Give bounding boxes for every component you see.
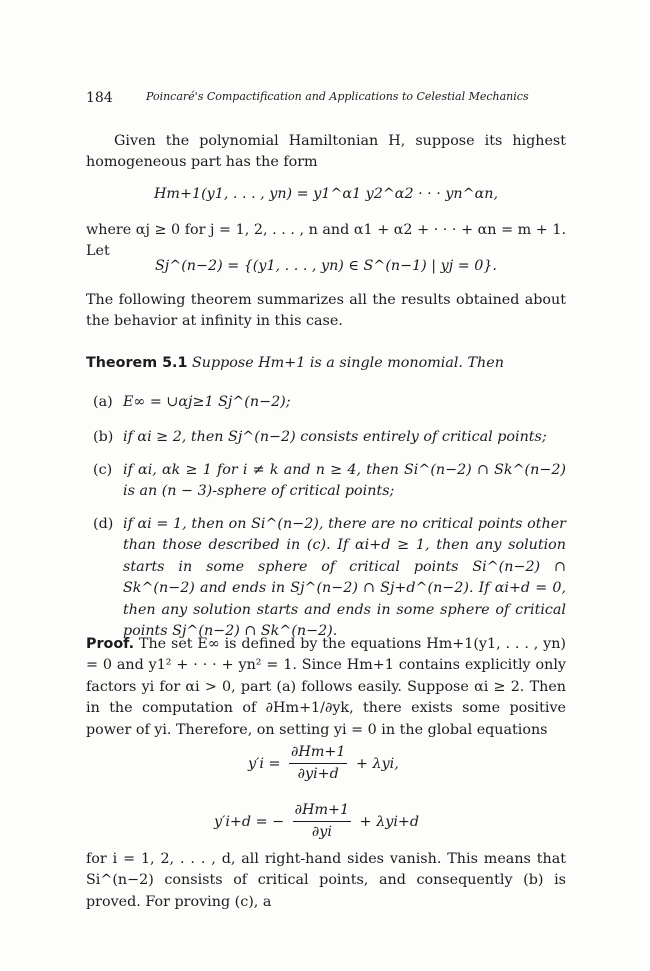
- theorem-item-b: [93, 427, 566, 448]
- where-text: where αj ≥ 0 for j = 1, 2, . . . , n and α1 + α2 + · · · + αn = m + 1. Let: [86, 222, 566, 260]
- eq1-denominator: ∂yi+d: [297, 766, 339, 783]
- summary-text: The following theorem summarizes all the results obtained about the behavior at infinity in this case.: [86, 292, 566, 330]
- equation-global-1: [248, 742, 399, 786]
- equation-global-2: [214, 800, 419, 844]
- proof-paragraph: [86, 634, 566, 741]
- eq2-denominator: ∂yi: [311, 824, 332, 841]
- item-text: if αi = 1, then on Si^(n−2), there are no critical points other than those described in (c). If αi+d ≥ 1, then any solution starts in some sphere of critical points Si^(n−2) ∩ Sk^(n−2) and ends in Sj^(n−2) ∩ Sj+d^(n−2). If αi+d = 0, then any solution starts and ends in some sphere of critical points Sj^(n−2) ∩ Sk^(n−2).: [123, 516, 566, 640]
- eq2-rhs: + λyi+d: [359, 813, 420, 830]
- page-number: 184: [86, 90, 113, 106]
- eq1-rhs: + λyi,: [356, 755, 399, 772]
- eq1-numerator: ∂Hm+1: [289, 742, 348, 764]
- closing-text: for i = 1, 2, . . . , d, all right-hand sides vanish. This means that Si^(n−2) consists of critical points, and consequently (b) is proved. For proving (c), a: [86, 851, 566, 910]
- proof-text: The set E∞ is defined by the equations Hm+1(y1, . . . , yn) = 0 and y1² + · · · + yn² = 1. Since Hm+1 contains explicitly only factors yi for αi > 0, part (a) follows easily. Suppose αi ≥ 2. Then in the computation of ∂Hm+1/∂yk, there exists some positive power of yi. Therefore, on setting yi = 0 in the global equations: [86, 636, 567, 738]
- theorem-item-d: [93, 514, 566, 643]
- item-text: if αi ≥ 2, then Sj^(n−2) consists entirely of critical points;: [123, 429, 547, 445]
- eq1-lhs: y′i =: [248, 755, 281, 772]
- theorem-item-c: [93, 460, 566, 503]
- page-header: [86, 88, 566, 109]
- eq2-numerator: ∂Hm+1: [293, 800, 352, 822]
- theorem-statement: [86, 353, 566, 374]
- theorem-item-a: [93, 392, 566, 413]
- closing-paragraph: [86, 849, 566, 913]
- equation-sphere: Sj^(n−2) = {(y1, . . . , yn) ∈ S^(n−1) | yj = 0}.: [155, 258, 497, 274]
- item-text: E∞ = ∪αj≥1 Sj^(n−2);: [123, 394, 291, 410]
- item-label: (a): [93, 394, 113, 410]
- running-title: Poincaré's Compactification and Applications to Celestial Mechanics: [146, 90, 529, 103]
- item-label: (b): [93, 429, 114, 445]
- item-label: (c): [93, 462, 113, 478]
- item-text: if αi, αk ≥ 1 for i ≠ k and n ≥ 4, then Si^(n−2) ∩ Sk^(n−2) is an (n − 3)-sphere of critical points;: [123, 462, 566, 500]
- item-label: (d): [93, 516, 114, 532]
- eq2-lhs: y′i+d = −: [214, 813, 285, 830]
- intro-text: Given the polynomial Hamiltonian H, suppose its highest homogeneous part has the form: [86, 133, 566, 171]
- theorem-label: Theorem 5.1: [86, 355, 188, 371]
- proof-label: Proof.: [86, 636, 135, 652]
- equation-hamiltonian: Hm+1(y1, . . . , yn) = y1^α1 y2^α2 · · · yn^αn,: [153, 186, 499, 202]
- summary-paragraph: [86, 290, 566, 333]
- intro-paragraph: [86, 131, 566, 174]
- eq2-fraction: [293, 800, 352, 844]
- theorem-text: Suppose Hm+1 is a single monomial. Then: [191, 355, 504, 371]
- eq1-fraction: [289, 742, 348, 786]
